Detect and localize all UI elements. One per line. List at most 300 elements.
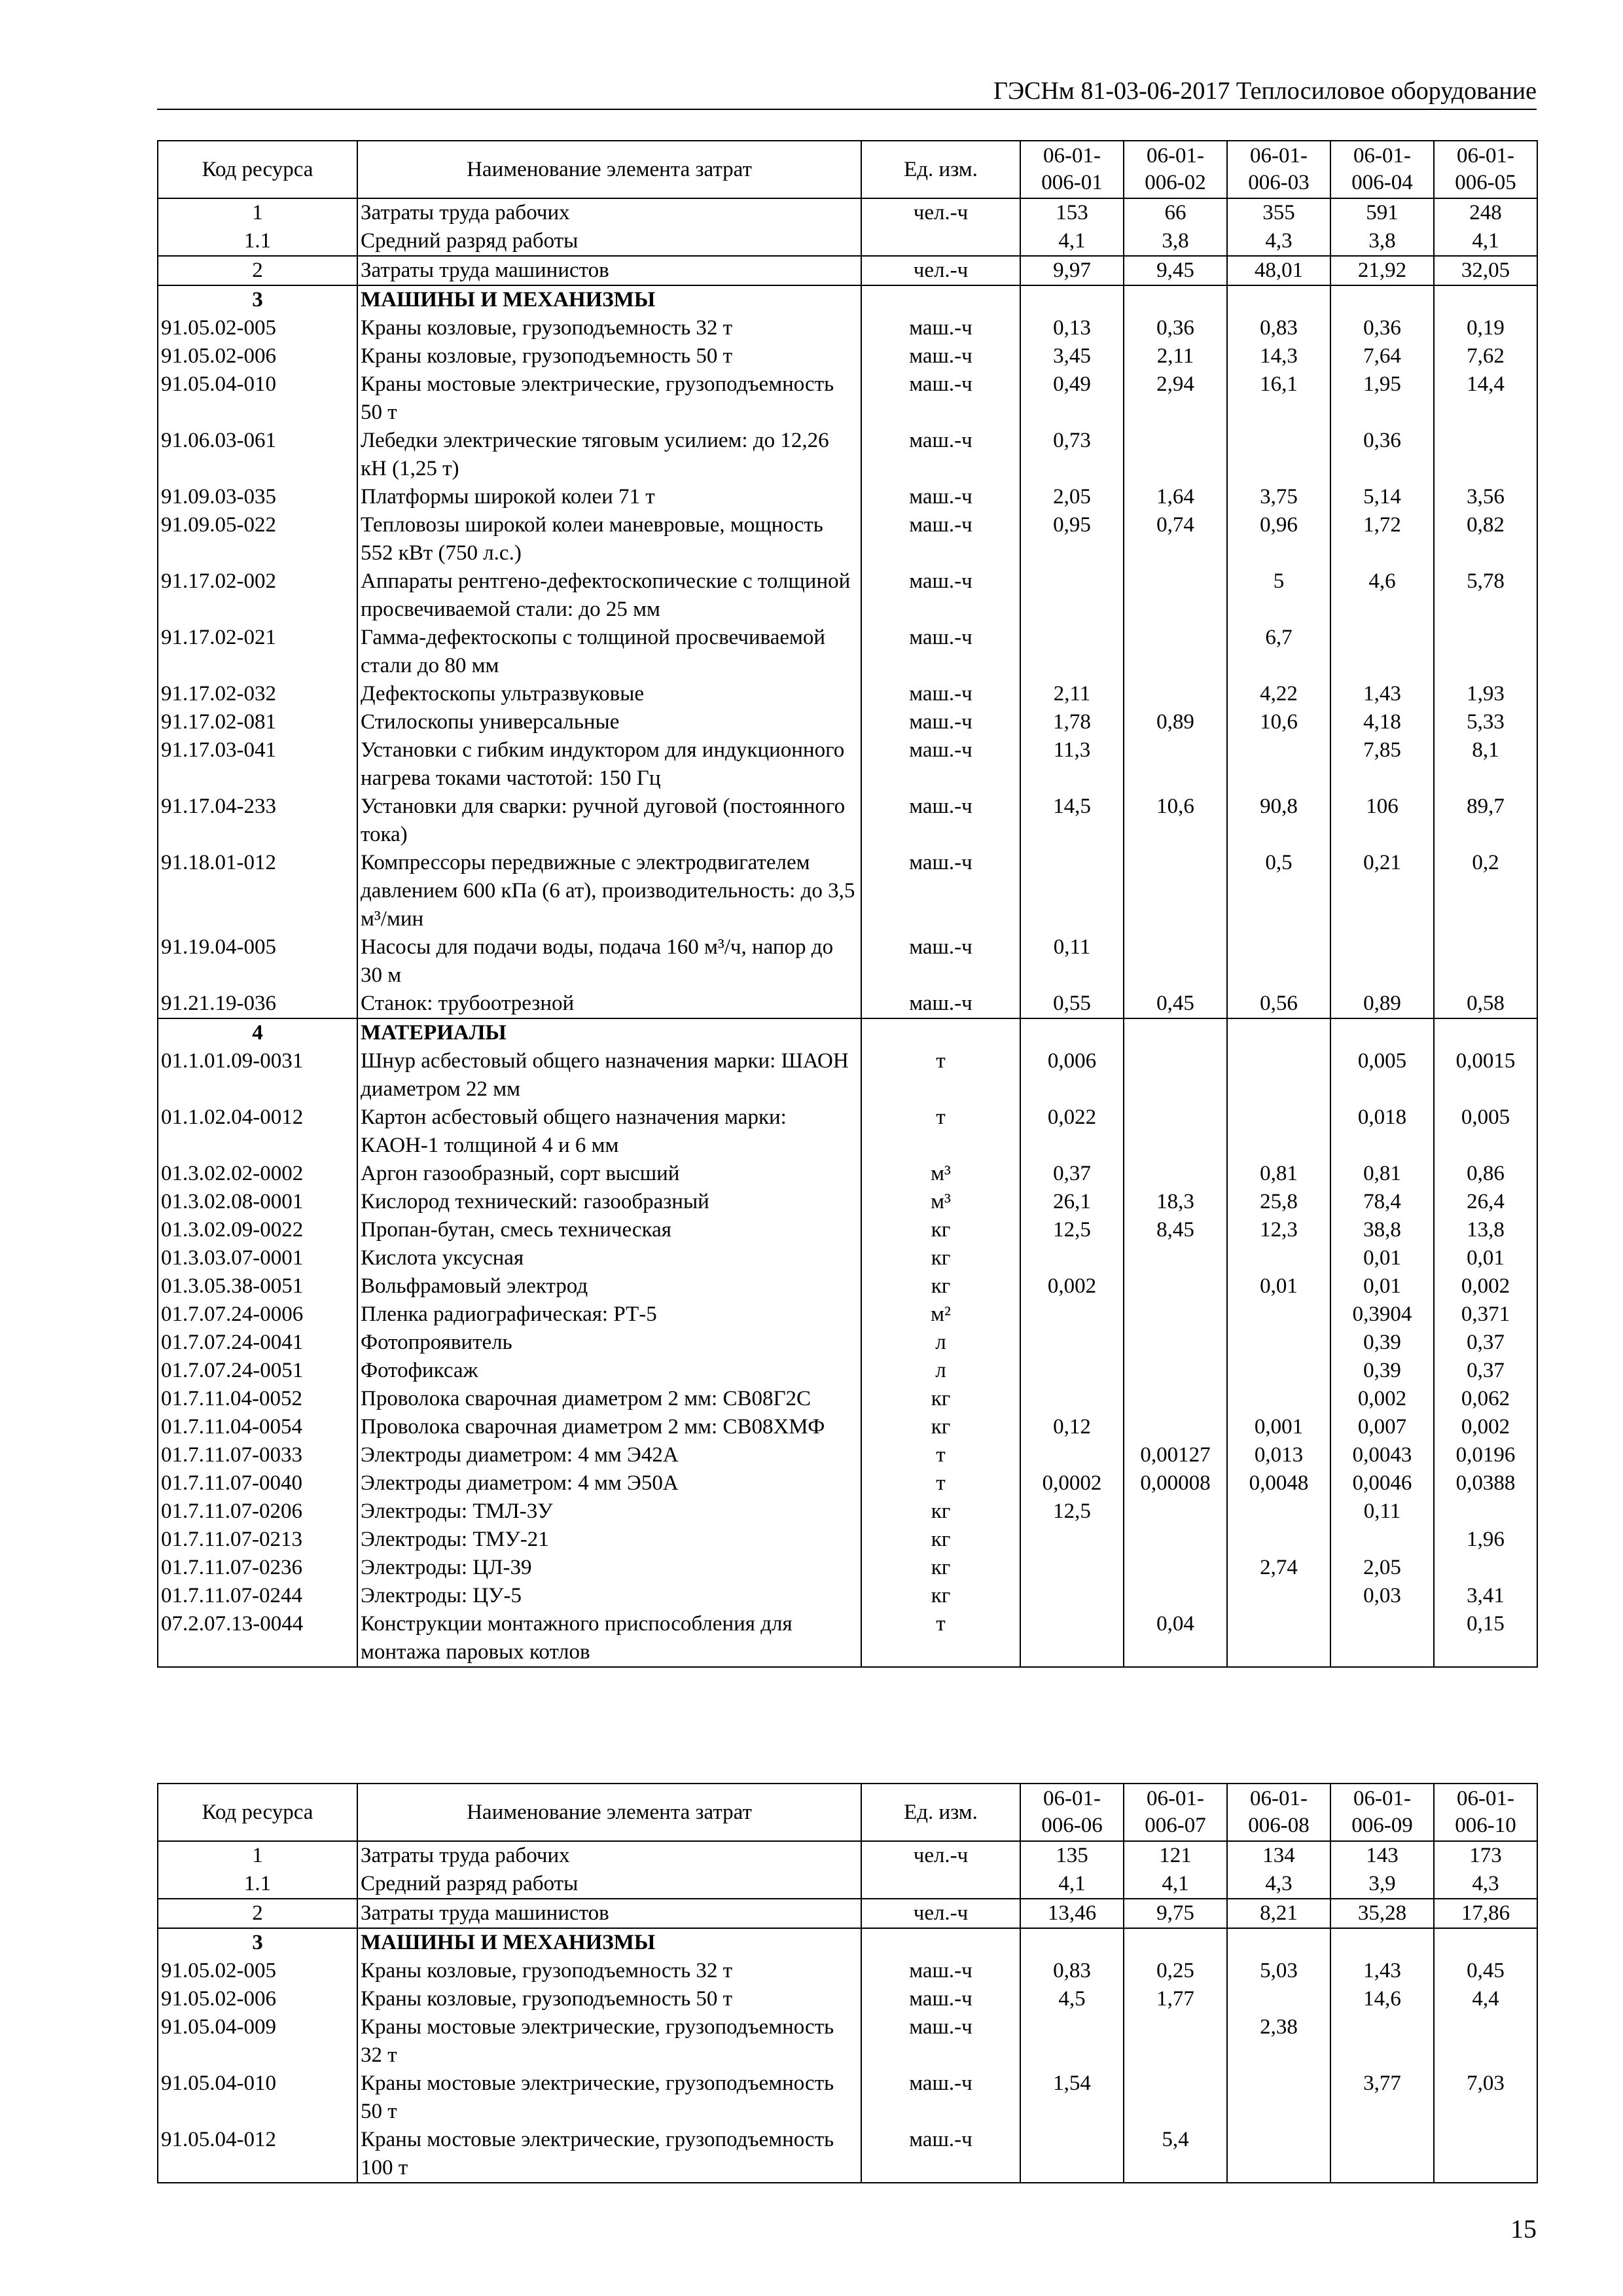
- section-row: [158, 1018, 1537, 1047]
- unit: [861, 227, 1020, 256]
- table-row: [158, 1385, 1537, 1413]
- unit: т: [861, 1610, 1020, 1667]
- norm-value: 0,25: [1124, 1957, 1227, 1985]
- norm-value: 9,75: [1124, 1899, 1227, 1928]
- resource-code: 01.1.02.04-0012: [158, 1103, 357, 1160]
- resource-code: 01.7.11.07-0206: [158, 1498, 357, 1526]
- resource-name: Шнур асбестовый общего назначения марки: ШАОН диаметром 22 мм: [357, 1047, 861, 1103]
- norm-value: [1124, 1554, 1227, 1582]
- norm-value: 18,3: [1124, 1188, 1227, 1216]
- table-row: [158, 2070, 1537, 2126]
- table-row: [158, 680, 1537, 708]
- norm-value: 0,002: [1330, 1385, 1434, 1413]
- norm-value: [1434, 1498, 1537, 1526]
- norm-value: 0,01: [1330, 1244, 1434, 1272]
- resource-name: Платформы широкой колеи 71 т: [357, 483, 861, 511]
- resource-name: Дефектоскопы ультразвуковые: [357, 680, 861, 708]
- norm-value: 3,41: [1434, 1582, 1537, 1610]
- resource-code: 01.7.11.07-0236: [158, 1554, 357, 1582]
- section-row: [158, 1928, 1537, 1957]
- norm-value: 0,45: [1434, 1957, 1537, 1985]
- table-body: [158, 198, 1537, 1667]
- norm-value: 0,55: [1020, 990, 1124, 1018]
- norm-value: [1124, 1582, 1227, 1610]
- norm-value: 4,18: [1330, 708, 1434, 736]
- unit: кг: [861, 1272, 1020, 1300]
- column-header-norm: 06-01- 006-08: [1227, 1784, 1330, 1841]
- resource-code: 91.17.02-081: [158, 708, 357, 736]
- norm-value: 0,01: [1227, 1272, 1330, 1300]
- norm-value: 0,89: [1330, 990, 1434, 1018]
- norm-value: [1020, 1582, 1124, 1610]
- unit: чел.-ч: [861, 198, 1020, 227]
- table-row: [158, 1413, 1537, 1441]
- unit: л: [861, 1329, 1020, 1357]
- resource-name: Проволока сварочная диаметром 2 мм: СВ08ХМФ: [357, 1413, 861, 1441]
- resource-code: 01.7.11.04-0052: [158, 1385, 357, 1413]
- norm-value: 4,1: [1434, 227, 1537, 256]
- unit: кг: [861, 1244, 1020, 1272]
- norm-value: [1330, 933, 1434, 990]
- resource-code: 1: [158, 198, 357, 227]
- resource-name: МАТЕРИАЛЫ: [357, 1018, 861, 1047]
- resource-code: 91.06.03-061: [158, 427, 357, 483]
- norm-value: 89,7: [1434, 793, 1537, 849]
- table-row: [158, 1526, 1537, 1554]
- unit: маш.-ч: [861, 1957, 1020, 1985]
- resource-name: Насосы для подачи воды, подача 160 м³/ч, напор до 30 м: [357, 933, 861, 990]
- unit: маш.-ч: [861, 1985, 1020, 2013]
- norm-value: 10,6: [1227, 708, 1330, 736]
- norm-value: [1020, 1928, 1124, 1957]
- norm-value: 0,21: [1330, 849, 1434, 933]
- resource-name: Краны мостовые электрические, грузоподъемность 50 т: [357, 370, 861, 427]
- norm-value: 5,78: [1434, 567, 1537, 624]
- norm-value: [1434, 285, 1537, 314]
- unit: [861, 1018, 1020, 1047]
- table-row: [158, 1957, 1537, 1985]
- norm-value: 5: [1227, 567, 1330, 624]
- resource-name: Гамма-дефектоскопы с толщиной просвечиваемой стали до 80 мм: [357, 624, 861, 680]
- resource-name: Краны козловые, грузоподъемность 50 т: [357, 1985, 861, 2013]
- norm-value: [1124, 1018, 1227, 1047]
- norm-value: [1227, 1329, 1330, 1357]
- resource-code: 91.18.01-012: [158, 849, 357, 933]
- resource-code: 2: [158, 256, 357, 285]
- norm-value: [1124, 2070, 1227, 2126]
- norm-value: [1124, 1928, 1227, 1957]
- resource-code: 01.3.02.02-0002: [158, 1160, 357, 1188]
- norm-value: [1020, 1385, 1124, 1413]
- unit: т: [861, 1441, 1020, 1469]
- column-header-name: Наименование элемента затрат: [357, 1784, 861, 1841]
- norm-value: 0,018: [1330, 1103, 1434, 1160]
- norm-value: 0,49: [1020, 370, 1124, 427]
- table-row: [158, 933, 1537, 990]
- norm-value: 0,03: [1330, 1582, 1434, 1610]
- norm-value: [1434, 427, 1537, 483]
- norm-value: [1434, 933, 1537, 990]
- norm-value: 17,86: [1434, 1899, 1537, 1928]
- norm-value: [1124, 567, 1227, 624]
- norm-value: [1227, 736, 1330, 793]
- resource-name: МАШИНЫ И МЕХАНИЗМЫ: [357, 1928, 861, 1957]
- table-row: [158, 736, 1537, 793]
- resource-code: 91.05.04-012: [158, 2126, 357, 2183]
- norm-value: 0,11: [1020, 933, 1124, 990]
- norm-value: 4,3: [1434, 1870, 1537, 1899]
- unit: [861, 285, 1020, 314]
- norm-value: 591: [1330, 198, 1434, 227]
- resource-code: 01.3.05.38-0051: [158, 1272, 357, 1300]
- resource-code: 01.7.07.24-0006: [158, 1300, 357, 1329]
- norm-value: 0,0015: [1434, 1047, 1537, 1103]
- norm-value: 0,0388: [1434, 1469, 1537, 1498]
- norm-value: 0,73: [1020, 427, 1124, 483]
- table-row: [158, 1498, 1537, 1526]
- norm-value: 0,3904: [1330, 1300, 1434, 1329]
- norm-value: 1,43: [1330, 680, 1434, 708]
- norm-value: 3,77: [1330, 2070, 1434, 2126]
- resource-table-2: [157, 1783, 1538, 2183]
- resource-name: Краны козловые, грузоподъемность 32 т: [357, 1957, 861, 1985]
- unit: м²: [861, 1300, 1020, 1329]
- norm-value: [1434, 624, 1537, 680]
- resource-name: Средний разряд работы: [357, 1870, 861, 1899]
- norm-value: [1330, 1928, 1434, 1957]
- resource-code: 01.3.02.09-0022: [158, 1216, 357, 1244]
- norm-value: [1227, 1526, 1330, 1554]
- norm-value: 4,1: [1124, 1870, 1227, 1899]
- resource-name: Картон асбестовый общего назначения марки: КАОН-1 толщиной 4 и 6 мм: [357, 1103, 861, 1160]
- document-title: ГЭСНм 81-03-06-2017 Теплосиловое оборудование: [993, 77, 1537, 105]
- norm-value: 14,4: [1434, 370, 1537, 427]
- norm-value: 0,37: [1434, 1357, 1537, 1385]
- norm-value: [1227, 1582, 1330, 1610]
- norm-value: [1020, 2013, 1124, 2070]
- norm-value: 1,78: [1020, 708, 1124, 736]
- norm-value: [1227, 427, 1330, 483]
- resource-code: 91.21.19-036: [158, 990, 357, 1018]
- resource-name: Затраты труда машинистов: [357, 256, 861, 285]
- norm-value: [1124, 680, 1227, 708]
- norm-value: 26,1: [1020, 1188, 1124, 1216]
- norm-value: 106: [1330, 793, 1434, 849]
- norm-value: 0,01: [1434, 1244, 1537, 1272]
- norm-value: 8,1: [1434, 736, 1537, 793]
- norm-value: 0,002: [1434, 1272, 1537, 1300]
- unit: кг: [861, 1216, 1020, 1244]
- unit: маш.-ч: [861, 990, 1020, 1018]
- resource-name: МАШИНЫ И МЕХАНИЗМЫ: [357, 285, 861, 314]
- unit: [861, 1870, 1020, 1899]
- resource-name: Проволока сварочная диаметром 2 мм: СВ08Г2С: [357, 1385, 861, 1413]
- norm-value: [1124, 1244, 1227, 1272]
- norm-value: 1,93: [1434, 680, 1537, 708]
- norm-value: 0,12: [1020, 1413, 1124, 1441]
- norm-value: 1,96: [1434, 1526, 1537, 1554]
- norm-value: 135: [1020, 1841, 1124, 1870]
- norm-value: 1,77: [1124, 1985, 1227, 2013]
- table-row: [158, 1216, 1537, 1244]
- norm-value: 0,83: [1020, 1957, 1124, 1985]
- unit: маш.-ч: [861, 2070, 1020, 2126]
- resource-code: 01.7.11.07-0244: [158, 1582, 357, 1610]
- norm-value: 0,36: [1330, 314, 1434, 342]
- norm-value: 0,00008: [1124, 1469, 1227, 1498]
- norm-value: [1124, 736, 1227, 793]
- norm-value: 355: [1227, 198, 1330, 227]
- unit: маш.-ч: [861, 342, 1020, 370]
- norm-value: [1227, 1985, 1330, 2013]
- column-header-code: Код ресурса: [158, 1784, 357, 1841]
- unit: маш.-ч: [861, 624, 1020, 680]
- resource-name: Краны мостовые электрические, грузоподъемность 100 т: [357, 2126, 861, 2183]
- norm-value: 5,14: [1330, 483, 1434, 511]
- norm-value: 2,11: [1020, 680, 1124, 708]
- norm-value: [1020, 849, 1124, 933]
- resource-name: Лебедки электрические тяговым усилием: до 12,26 кН (1,25 т): [357, 427, 861, 483]
- unit: маш.-ч: [861, 2126, 1020, 2183]
- resource-code: 4: [158, 1018, 357, 1047]
- norm-value: 66: [1124, 198, 1227, 227]
- norm-value: 13,8: [1434, 1216, 1537, 1244]
- table-row: [158, 1841, 1537, 1870]
- norm-value: [1020, 1610, 1124, 1667]
- norm-value: 0,74: [1124, 511, 1227, 567]
- norm-value: 134: [1227, 1841, 1330, 1870]
- resource-code: 91.05.02-005: [158, 1957, 357, 1985]
- unit: т: [861, 1469, 1020, 1498]
- norm-value: [1434, 2126, 1537, 2183]
- resource-name: Краны мостовые электрические, грузоподъемность 50 т: [357, 2070, 861, 2126]
- page-header: [157, 77, 1537, 110]
- unit: маш.-ч: [861, 427, 1020, 483]
- unit: кг: [861, 1526, 1020, 1554]
- norm-value: 8,21: [1227, 1899, 1330, 1928]
- norm-value: 0,82: [1434, 511, 1537, 567]
- norm-value: [1227, 1385, 1330, 1413]
- resource-name: Затраты труда рабочих: [357, 198, 861, 227]
- norm-value: 1,54: [1020, 2070, 1124, 2126]
- norm-value: [1330, 2013, 1434, 2070]
- norm-value: 0,81: [1330, 1160, 1434, 1188]
- norm-value: 32,05: [1434, 256, 1537, 285]
- resource-code: 91.05.04-010: [158, 370, 357, 427]
- unit: маш.-ч: [861, 483, 1020, 511]
- page-number: 15: [1510, 2214, 1537, 2244]
- resource-code: 2: [158, 1899, 357, 1928]
- unit: маш.-ч: [861, 370, 1020, 427]
- unit: маш.-ч: [861, 849, 1020, 933]
- norm-value: [1124, 933, 1227, 990]
- norm-value: 8,45: [1124, 1216, 1227, 1244]
- unit: маш.-ч: [861, 2013, 1020, 2070]
- resource-code: 01.7.07.24-0041: [158, 1329, 357, 1357]
- column-header-norm: 06-01- 006-02: [1124, 141, 1227, 198]
- resource-name: Конструкции монтажного приспособления для монтажа паровых котлов: [357, 1610, 861, 1667]
- table-row: [158, 256, 1537, 285]
- norm-value: 4,1: [1020, 227, 1124, 256]
- table-row: [158, 1469, 1537, 1498]
- norm-value: [1124, 285, 1227, 314]
- norm-value: [1124, 1357, 1227, 1385]
- norm-value: 3,8: [1330, 227, 1434, 256]
- norm-value: [1330, 624, 1434, 680]
- norm-value: [1227, 2070, 1330, 2126]
- table-row: [158, 1554, 1537, 1582]
- resource-name: Компрессоры передвижные с электродвигателем давлением 600 кПа (6 ат), производительность: до 3,5 м³/мин: [357, 849, 861, 933]
- norm-value: [1020, 624, 1124, 680]
- column-header-code: Код ресурса: [158, 141, 357, 198]
- table-row: [158, 1272, 1537, 1300]
- table-row: [158, 624, 1537, 680]
- norm-value: [1124, 624, 1227, 680]
- column-header-norm: 06-01- 006-01: [1020, 141, 1124, 198]
- unit: [861, 1928, 1020, 1957]
- norm-value: [1124, 1413, 1227, 1441]
- norm-value: 153: [1020, 198, 1124, 227]
- norm-value: 0,371: [1434, 1300, 1537, 1329]
- resource-name: Установки с гибким индуктором для индукционного нагрева токами частотой: 150 Гц: [357, 736, 861, 793]
- table-row: [158, 1244, 1537, 1272]
- norm-value: 0,04: [1124, 1610, 1227, 1667]
- norm-value: 10,6: [1124, 793, 1227, 849]
- norm-value: [1124, 1103, 1227, 1160]
- resource-code: 91.17.03-041: [158, 736, 357, 793]
- unit: кг: [861, 1498, 1020, 1526]
- column-header-norm: 06-01- 006-04: [1330, 141, 1434, 198]
- resource-code: 01.7.11.07-0033: [158, 1441, 357, 1469]
- resource-name: Установки для сварки: ручной дуговой (постоянного тока): [357, 793, 861, 849]
- resource-code: 91.09.03-035: [158, 483, 357, 511]
- norm-value: [1020, 1329, 1124, 1357]
- unit: маш.-ч: [861, 314, 1020, 342]
- resource-name: Краны мостовые электрические, грузоподъемность 32 т: [357, 2013, 861, 2070]
- norm-value: [1020, 1526, 1124, 1554]
- unit: т: [861, 1047, 1020, 1103]
- norm-value: 0,37: [1020, 1160, 1124, 1188]
- norm-value: [1434, 1554, 1537, 1582]
- resource-name: Фотопроявитель: [357, 1329, 861, 1357]
- resource-name: Затраты труда рабочих: [357, 1841, 861, 1870]
- table-row: [158, 342, 1537, 370]
- norm-value: 4,6: [1330, 567, 1434, 624]
- norm-value: 3,45: [1020, 342, 1124, 370]
- norm-value: 2,38: [1227, 2013, 1330, 2070]
- norm-value: 78,4: [1330, 1188, 1434, 1216]
- norm-value: [1124, 1329, 1227, 1357]
- resource-name: Тепловозы широкой колеи маневровые, мощность 552 кВт (750 л.с.): [357, 511, 861, 567]
- norm-value: [1020, 1300, 1124, 1329]
- unit: м³: [861, 1160, 1020, 1188]
- table-header-row: [158, 1784, 1537, 1841]
- norm-value: 0,0002: [1020, 1469, 1124, 1498]
- resource-name: Стилоскопы универсальные: [357, 708, 861, 736]
- resource-name: Вольфрамовый электрод: [357, 1272, 861, 1300]
- table-row: [158, 708, 1537, 736]
- norm-value: 173: [1434, 1841, 1537, 1870]
- norm-value: [1330, 285, 1434, 314]
- table-row: [158, 1300, 1537, 1329]
- table-row: [158, 2013, 1537, 2070]
- resource-name: Электроды: ЦЛ-39: [357, 1554, 861, 1582]
- unit: т: [861, 1103, 1020, 1160]
- resource-name: Краны козловые, грузоподъемность 32 т: [357, 314, 861, 342]
- norm-value: 38,8: [1330, 1216, 1434, 1244]
- norm-value: 4,3: [1227, 227, 1330, 256]
- resource-code: 01.1.01.09-0031: [158, 1047, 357, 1103]
- resource-code: 91.05.02-005: [158, 314, 357, 342]
- resource-name: Аппараты рентгено-дефектоскопические с толщиной просвечиваемой стали: до 25 мм: [357, 567, 861, 624]
- resource-code: 91.05.04-010: [158, 2070, 357, 2126]
- resource-code: 01.7.11.07-0040: [158, 1469, 357, 1498]
- unit: маш.-ч: [861, 933, 1020, 990]
- norm-value: 0,2: [1434, 849, 1537, 933]
- norm-value: [1124, 1047, 1227, 1103]
- table-row: [158, 1899, 1537, 1928]
- norm-value: 1,72: [1330, 511, 1434, 567]
- norm-value: 13,46: [1020, 1899, 1124, 1928]
- norm-value: 3,9: [1330, 1870, 1434, 1899]
- norm-value: 7,03: [1434, 2070, 1537, 2126]
- resource-code: 01.3.03.07-0001: [158, 1244, 357, 1272]
- norm-value: [1020, 1441, 1124, 1469]
- norm-value: 0,001: [1227, 1413, 1330, 1441]
- norm-value: 4,22: [1227, 680, 1330, 708]
- norm-value: 0,002: [1434, 1413, 1537, 1441]
- norm-value: [1227, 2126, 1330, 2183]
- norm-value: [1124, 1272, 1227, 1300]
- column-header-unit: Ед. изм.: [861, 141, 1020, 198]
- norm-value: [1227, 1498, 1330, 1526]
- norm-value: [1227, 1610, 1330, 1667]
- resource-name: Пропан-бутан, смесь техническая: [357, 1216, 861, 1244]
- norm-value: 0,062: [1434, 1385, 1537, 1413]
- norm-value: 0,96: [1227, 511, 1330, 567]
- table-row: [158, 1357, 1537, 1385]
- norm-value: 7,64: [1330, 342, 1434, 370]
- norm-value: 14,6: [1330, 1985, 1434, 2013]
- resource-code: 91.17.02-021: [158, 624, 357, 680]
- norm-value: 0,01: [1330, 1272, 1434, 1300]
- resource-code: 91.05.02-006: [158, 1985, 357, 2013]
- norm-value: 26,4: [1434, 1188, 1537, 1216]
- resource-name: Электроды диаметром: 4 мм Э42А: [357, 1441, 861, 1469]
- table-row: [158, 1582, 1537, 1610]
- resource-code: 91.19.04-005: [158, 933, 357, 990]
- table-row: [158, 2126, 1537, 2183]
- norm-value: [1227, 1018, 1330, 1047]
- norm-value: 0,89: [1124, 708, 1227, 736]
- norm-value: 143: [1330, 1841, 1434, 1870]
- norm-value: 0,13: [1020, 314, 1124, 342]
- resource-name: Пленка радиографическая: РТ-5: [357, 1300, 861, 1329]
- norm-value: [1227, 1244, 1330, 1272]
- norm-value: 0,58: [1434, 990, 1537, 1018]
- norm-value: 0,006: [1020, 1047, 1124, 1103]
- norm-value: 2,74: [1227, 1554, 1330, 1582]
- norm-value: 0,15: [1434, 1610, 1537, 1667]
- table-row: [158, 1985, 1537, 2013]
- norm-value: [1330, 1018, 1434, 1047]
- norm-value: 2,05: [1020, 483, 1124, 511]
- norm-value: 0,39: [1330, 1357, 1434, 1385]
- table-row: [158, 1047, 1537, 1103]
- resource-name: Аргон газообразный, сорт высший: [357, 1160, 861, 1188]
- norm-value: [1124, 1385, 1227, 1413]
- norm-value: 48,01: [1227, 256, 1330, 285]
